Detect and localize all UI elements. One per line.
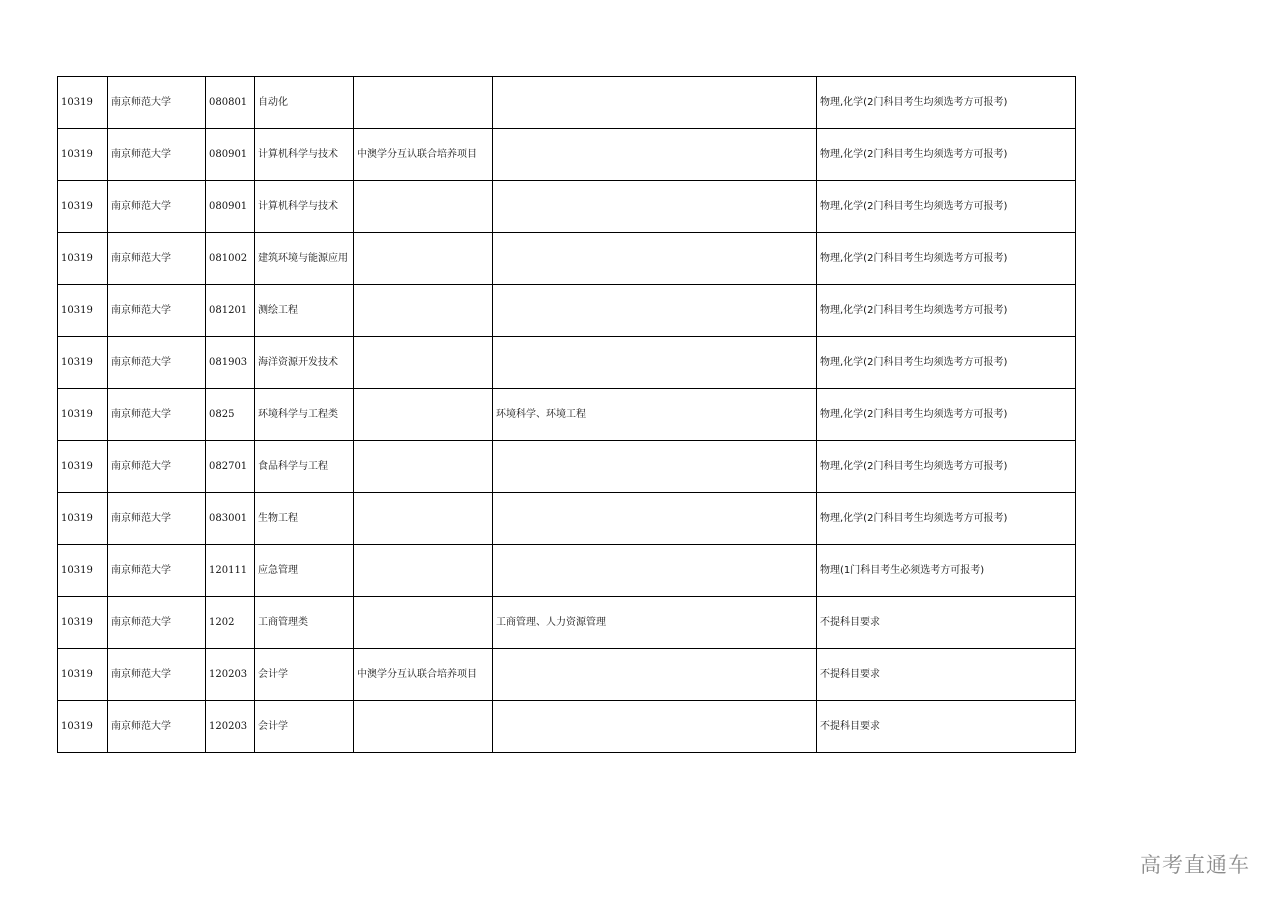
subject-requirement-cell: 物理,化学(2门科目考生均须选考方可报考) xyxy=(817,233,1076,285)
table-row xyxy=(58,597,1076,649)
major-name-cell: 应急管理 xyxy=(255,545,354,597)
included-majors-cell xyxy=(493,649,817,701)
included-majors-cell: 工商管理、人力资源管理 xyxy=(493,597,817,649)
included-majors-cell xyxy=(493,545,817,597)
school-code-cell: 10319 xyxy=(58,701,108,753)
program-note-cell: 中澳学分互认联合培养项目 xyxy=(354,649,493,701)
program-note-cell xyxy=(354,181,493,233)
school-code-cell: 10319 xyxy=(58,545,108,597)
major-name-cell: 工商管理类 xyxy=(255,597,354,649)
program-note-cell xyxy=(354,493,493,545)
school-code-cell: 10319 xyxy=(58,337,108,389)
program-note-cell xyxy=(354,545,493,597)
program-note-cell xyxy=(354,285,493,337)
major-code-cell: 1202 xyxy=(206,597,255,649)
major-name-cell: 会计学 xyxy=(255,701,354,753)
major-code-cell: 080901 xyxy=(206,181,255,233)
major-code-cell: 120203 xyxy=(206,649,255,701)
watermark-logo-text: 高考直通车 xyxy=(1140,853,1250,877)
major-code-cell: 120203 xyxy=(206,701,255,753)
school-name-cell: 南京师范大学 xyxy=(108,285,206,337)
table-row xyxy=(58,77,1076,129)
school-name-cell: 南京师范大学 xyxy=(108,493,206,545)
table-row xyxy=(58,285,1076,337)
school-code-cell: 10319 xyxy=(58,77,108,129)
subject-requirement-cell: 不提科目要求 xyxy=(817,701,1076,753)
school-name-cell: 南京师范大学 xyxy=(108,701,206,753)
major-name-cell: 会计学 xyxy=(255,649,354,701)
subject-requirement-cell: 物理,化学(2门科目考生均须选考方可报考) xyxy=(817,285,1076,337)
major-name-cell: 环境科学与工程类 xyxy=(255,389,354,441)
subject-requirement-cell: 物理,化学(2门科目考生均须选考方可报考) xyxy=(817,181,1076,233)
school-name-cell: 南京师范大学 xyxy=(108,649,206,701)
subject-requirement-cell: 物理,化学(2门科目考生均须选考方可报考) xyxy=(817,337,1076,389)
table-row xyxy=(58,129,1076,181)
major-code-cell: 082701 xyxy=(206,441,255,493)
program-note-cell xyxy=(354,701,493,753)
table-row xyxy=(58,441,1076,493)
major-code-cell: 081002 xyxy=(206,233,255,285)
subject-requirement-cell: 不提科目要求 xyxy=(817,597,1076,649)
major-name-cell: 测绘工程 xyxy=(255,285,354,337)
major-name-cell: 生物工程 xyxy=(255,493,354,545)
table-row xyxy=(58,233,1076,285)
table-row xyxy=(58,545,1076,597)
table-row xyxy=(58,337,1076,389)
school-code-cell: 10319 xyxy=(58,441,108,493)
subject-requirement-cell: 物理,化学(2门科目考生均须选考方可报考) xyxy=(817,77,1076,129)
included-majors-cell xyxy=(493,181,817,233)
included-majors-cell xyxy=(493,337,817,389)
included-majors-cell xyxy=(493,441,817,493)
school-code-cell: 10319 xyxy=(58,233,108,285)
major-name-cell: 自动化 xyxy=(255,77,354,129)
subject-requirement-cell: 不提科目要求 xyxy=(817,649,1076,701)
school-code-cell: 10319 xyxy=(58,129,108,181)
included-majors-cell xyxy=(493,285,817,337)
subject-requirement-cell: 物理,化学(2门科目考生均须选考方可报考) xyxy=(817,389,1076,441)
school-code-cell: 10319 xyxy=(58,181,108,233)
major-name-cell: 计算机科学与技术 xyxy=(255,181,354,233)
school-name-cell: 南京师范大学 xyxy=(108,441,206,493)
subject-requirement-cell: 物理,化学(2门科目考生均须选考方可报考) xyxy=(817,441,1076,493)
subject-requirements-table xyxy=(57,76,1076,753)
included-majors-cell xyxy=(493,129,817,181)
major-code-cell: 081201 xyxy=(206,285,255,337)
major-code-cell: 120111 xyxy=(206,545,255,597)
major-name-cell: 食品科学与工程 xyxy=(255,441,354,493)
school-name-cell: 南京师范大学 xyxy=(108,337,206,389)
program-note-cell xyxy=(354,77,493,129)
program-note-cell xyxy=(354,389,493,441)
program-note-cell xyxy=(354,337,493,389)
included-majors-cell xyxy=(493,701,817,753)
program-note-cell xyxy=(354,441,493,493)
table-row xyxy=(58,493,1076,545)
school-name-cell: 南京师范大学 xyxy=(108,597,206,649)
school-code-cell: 10319 xyxy=(58,649,108,701)
subject-requirement-cell: 物理,化学(2门科目考生均须选考方可报考) xyxy=(817,493,1076,545)
included-majors-cell xyxy=(493,493,817,545)
school-name-cell: 南京师范大学 xyxy=(108,389,206,441)
table-row xyxy=(58,181,1076,233)
table-row xyxy=(58,389,1076,441)
school-name-cell: 南京师范大学 xyxy=(108,77,206,129)
major-name-cell: 海洋资源开发技术 xyxy=(255,337,354,389)
table-body xyxy=(58,77,1076,753)
included-majors-cell: 环境科学、环境工程 xyxy=(493,389,817,441)
school-name-cell: 南京师范大学 xyxy=(108,129,206,181)
school-code-cell: 10319 xyxy=(58,285,108,337)
school-name-cell: 南京师范大学 xyxy=(108,545,206,597)
table-row xyxy=(58,649,1076,701)
major-code-cell: 080801 xyxy=(206,77,255,129)
school-code-cell: 10319 xyxy=(58,597,108,649)
program-note-cell xyxy=(354,597,493,649)
included-majors-cell xyxy=(493,233,817,285)
program-note-cell: 中澳学分互认联合培养项目 xyxy=(354,129,493,181)
subject-requirement-cell: 物理,化学(2门科目考生均须选考方可报考) xyxy=(817,129,1076,181)
major-name-cell: 建筑环境与能源应用 xyxy=(255,233,354,285)
school-name-cell: 南京师范大学 xyxy=(108,233,206,285)
major-code-cell: 080901 xyxy=(206,129,255,181)
major-code-cell: 083001 xyxy=(206,493,255,545)
major-name-cell: 计算机科学与技术 xyxy=(255,129,354,181)
major-code-cell: 0825 xyxy=(206,389,255,441)
program-note-cell xyxy=(354,233,493,285)
school-code-cell: 10319 xyxy=(58,389,108,441)
major-code-cell: 081903 xyxy=(206,337,255,389)
school-code-cell: 10319 xyxy=(58,493,108,545)
school-name-cell: 南京师范大学 xyxy=(108,181,206,233)
subject-requirement-cell: 物理(1门科目考生必须选考方可报考) xyxy=(817,545,1076,597)
table-row xyxy=(58,701,1076,753)
included-majors-cell xyxy=(493,77,817,129)
